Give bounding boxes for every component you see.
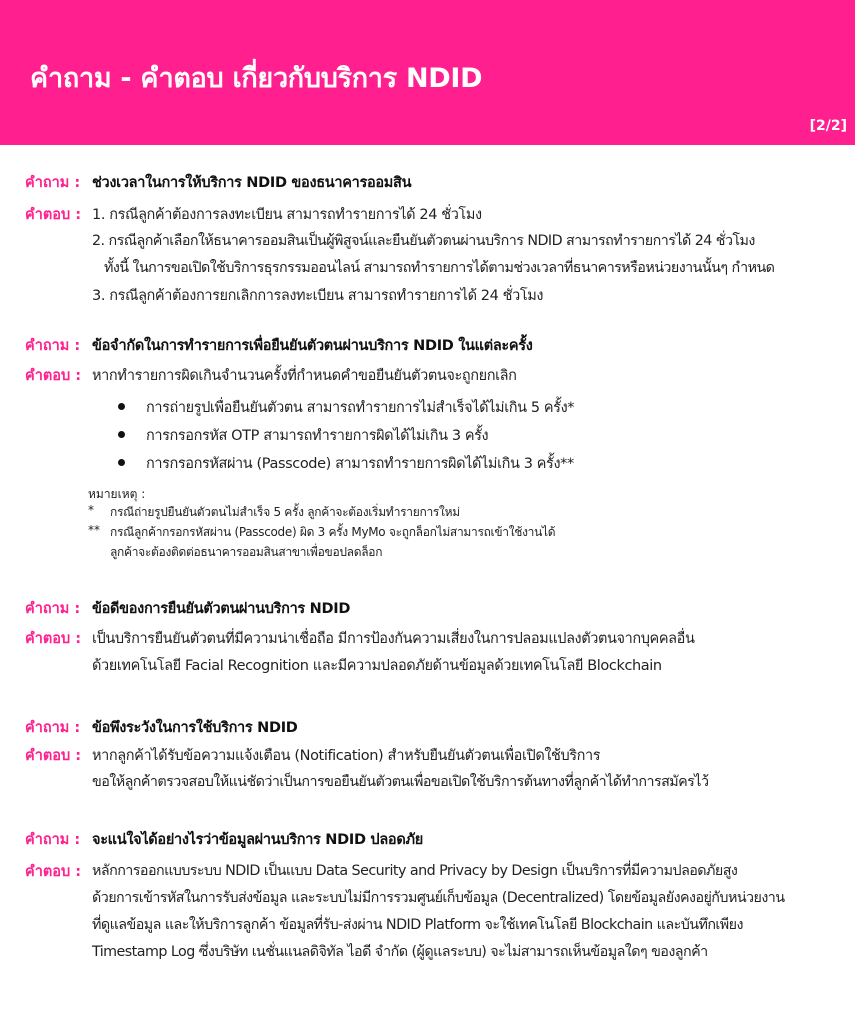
answer-line: ที่ดูแลข้อมูล และให้บริการลูกค้า ข้อมูลที่รับ-ส่งผ่าน NDID Platform จะใช้เทคโนโลยี Blockchain และบันทึกเพียง [92, 917, 743, 933]
answer-line: หากทำรายการผิดเกินจำนวนครั้งที่กำหนดคำขอยืนยันตัวตนจะถูกยกเลิก [92, 368, 517, 384]
question-text: ข้อดีของการยืนยันตัวตนผ่านบริการ NDID [92, 601, 351, 617]
answer-label: คำตอบ : [25, 631, 82, 647]
answer-line: ขอให้ลูกค้าตรวจสอบให้แน่ชัดว่าเป็นการขอยืนยันตัวตนเพื่อขอเปิดใช้บริการต้นทางที่ลูกค้าได้ทำการสมัครไว้ [92, 774, 709, 790]
answer-line: 2. กรณีลูกค้าเลือกให้ธนาคารออมสินเป็นผู้พิสูจน์และยืนยันตัวตนผ่านบริการ NDID สามารถทำรายการได้ 24 ชั่วโมง [92, 233, 755, 249]
page-title: คำถาม - คำตอบ เกี่ยวกับบริการ NDID [30, 63, 483, 94]
question-label: คำถาม : [25, 832, 81, 848]
note-mark: ** [88, 523, 100, 537]
answer-line: 3. กรณีลูกค้าต้องการยกเลิกการลงทะเบียน สามารถทำรายการได้ 24 ชั่วโมง [92, 288, 544, 304]
bullet-icon [118, 431, 125, 438]
note-title: หมายเหตุ : [88, 487, 146, 501]
question-label: คำถาม : [25, 338, 81, 354]
question-label: คำถาม : [25, 175, 81, 191]
bullet-text: การกรอกรหัสผ่าน (Passcode) สามารถทำรายการผิดได้ไม่เกิน 3 ครั้ง** [146, 456, 574, 472]
answer-line: 1. กรณีลูกค้าต้องการลงทะเบียน สามารถทำรายการได้ 24 ชั่วโมง [92, 207, 482, 223]
note-text: ลูกค้าจะต้องติดต่อธนาคารออมสินสาขาเพื่อขอปลดล็อก [110, 545, 383, 559]
answer-line: เป็นบริการยืนยันตัวตนที่มีความน่าเชื่อถือ มีการป้องกันความเสี่ยงในการปลอมแปลงตัวตนจากบุคคลอื่น [92, 631, 695, 647]
note-text: กรณีลูกค้ากรอกรหัสผ่าน (Passcode) ผิด 3 ครั้ง MyMo จะถูกล็อกไม่สามารถเข้าใช้งานได้ [110, 525, 556, 539]
note-text: กรณีถ่ายรูปยืนยันตัวตนไม่สำเร็จ 5 ครั้ง ลูกค้าจะต้องเริ่มทำรายการใหม่ [110, 505, 460, 519]
answer-line: Timestamp Log ซึ่งบริษัท เนชั่นแนลดิจิทัล ไอดี จำกัด (ผู้ดูแลระบบ) จะไม่สามารถเห็นข้อมูลใดๆ ของลูกค้า [92, 944, 708, 960]
answer-label: คำตอบ : [25, 207, 82, 223]
answer-line: หลักการออกแบบระบบ NDID เป็นแบบ Data Security and Privacy by Design เป็นบริการที่มีความปลอดภัยสูง [92, 863, 738, 879]
answer-label: คำตอบ : [25, 368, 82, 384]
answer-line: ด้วยการเข้ารหัสในการรับส่งข้อมูล และระบบไม่มีการรวมศูนย์เก็บข้อมูล (Decentralized) โดยข้อมูลยังคงอยู่กับหน่วยงาน [92, 890, 785, 906]
answer-line: ด้วยเทคโนโลยี Facial Recognition และมีความปลอดภัยด้านข้อมูลด้วยเทคโนโลยี Blockchain [92, 658, 662, 674]
answer-line: หากลูกค้าได้รับข้อความแจ้งเตือน (Notification) สำหรับยืนยันตัวตนเพื่อเปิดใช้บริการ [92, 748, 601, 764]
bullet-text: การกรอกรหัส OTP สามารถทำรายการผิดได้ไม่เกิน 3 ครั้ง [146, 428, 489, 444]
bullet-text: การถ่ายรูปเพื่อยืนยันตัวตน สามารถทำรายการไม่สำเร็จได้ไม่เกิน 5 ครั้ง* [146, 400, 575, 416]
question-label: คำถาม : [25, 720, 81, 736]
bullet-icon [118, 403, 125, 410]
question-label: คำถาม : [25, 601, 81, 617]
note-mark: * [88, 503, 94, 517]
answer-label: คำตอบ : [25, 748, 82, 764]
question-text: ข้อจำกัดในการทำรายการเพื่อยืนยันตัวตนผ่านบริการ NDID ในแต่ละครั้ง [92, 338, 533, 354]
question-text: ข้อพึงระวังในการใช้บริการ NDID [92, 720, 298, 736]
page-indicator: [2/2] [809, 118, 847, 134]
answer-line: ทั้งนี้ ในการขอเปิดใช้บริการธุรกรรมออนไลน์ สามารถทำรายการได้ตามช่วงเวลาที่ธนาคารหรือหน่วยงานนั้นๆ กำหนด [104, 260, 775, 276]
header-banner [0, 0, 855, 145]
question-text: จะแน่ใจได้อย่างไรว่าข้อมูลผ่านบริการ NDID ปลอดภัย [92, 832, 423, 848]
question-text: ช่วงเวลาในการให้บริการ NDID ของธนาคารออมสิน [92, 175, 412, 191]
answer-label: คำตอบ : [25, 864, 82, 880]
bullet-icon [118, 459, 125, 466]
